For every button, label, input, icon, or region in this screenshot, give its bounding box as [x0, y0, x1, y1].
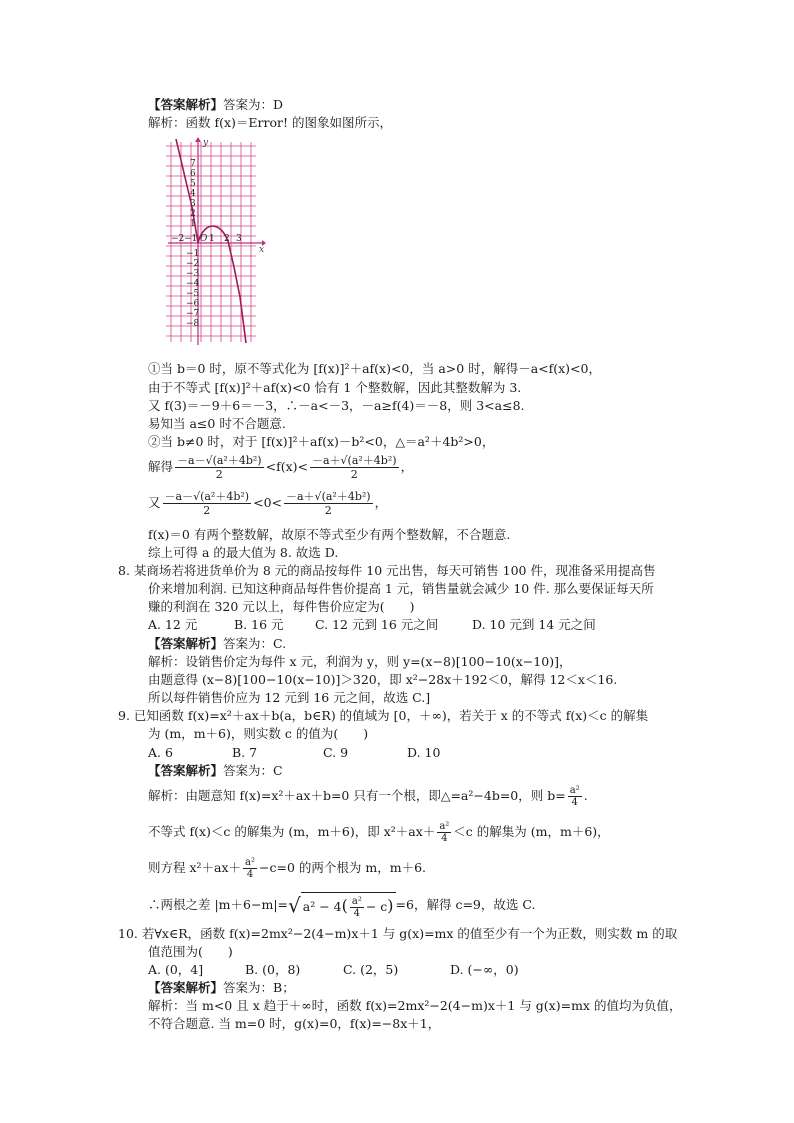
graph-svg — [166, 137, 266, 349]
text-fragment: ＜c 的解集为 (m，m＋6)， — [453, 824, 610, 839]
denominator: 4 — [571, 797, 578, 808]
text-fragment: −c=0 的两个根为 m，m＋6. — [259, 860, 427, 875]
solution-line: 不符合题意. 当 m=0 时，g(x)=0，f(x)=−8x＋1， — [148, 1016, 441, 1031]
answer-header: 【答案解析】 — [148, 763, 224, 778]
option-a: A. 6 — [148, 745, 173, 760]
fraction — [175, 454, 264, 481]
fraction — [350, 896, 364, 919]
radical-sign-icon: √ — [288, 893, 301, 918]
y-tick: −7 — [186, 309, 200, 319]
denominator: 4 — [246, 869, 254, 880]
option-b: B. 7 — [232, 745, 258, 760]
x-tick: 3 — [236, 234, 242, 244]
y-axis-label: y — [203, 138, 209, 148]
solution-line: 易知当 a≤0 时不合题意. — [148, 416, 286, 431]
numerator: －a－√(a²＋4b²) — [164, 490, 250, 503]
radicand — [301, 892, 396, 920]
x-tick: O — [200, 234, 208, 244]
denominator: 2 — [215, 468, 223, 481]
answer-header: 【答案解析】 — [148, 97, 224, 112]
answer-text: 答案为：C. — [223, 636, 287, 651]
text-fragment: ， — [374, 495, 388, 510]
question-9-text: 为 (m，m＋6)，则实数 c 的值为( ) — [148, 726, 369, 741]
text-fragment: . — [583, 788, 588, 803]
y-tick: 6 — [190, 169, 196, 179]
text-fragment: ∴两根之差 |m＋6−m|= — [148, 897, 289, 912]
y-tick: 7 — [190, 159, 196, 169]
x-tick: 2 — [224, 234, 230, 244]
y-tick: −3 — [186, 269, 200, 279]
denominator: 4 — [353, 907, 361, 919]
denominator: 2 — [324, 504, 332, 517]
option-a: A. 12 元 — [148, 617, 198, 632]
y-axis-arrow — [195, 137, 201, 142]
question-10-text: 10. 若∀x∈R，函数 f(x)=2mx²−2(4−m)x＋1 与 g(x)=mx 的值至少有一个为正数，则实数 m 的取 — [118, 926, 678, 941]
y-tick: −2 — [186, 259, 200, 269]
fraction — [243, 857, 257, 880]
solution-fraction-line — [148, 450, 413, 484]
paren-icon: ) — [387, 895, 394, 915]
y-tick: 2 — [190, 209, 196, 219]
text-fragment: − c — [365, 898, 388, 914]
fraction — [284, 490, 373, 517]
solution-line: ②当 b≠0 时，对于 [f(x)]²＋af(x)－b²<0，△＝a²＋4b²>0， — [148, 434, 495, 449]
option-c: C. (2，5) — [343, 962, 399, 977]
answer-text: 答案为：D — [223, 97, 284, 112]
solution-line: ①当 b＝0 时，原不等式化为 [f(x)]²＋af(x)<0，当 a>0 时，解得－a<f(x)<0， — [148, 361, 601, 376]
numerator: a² — [569, 785, 580, 796]
denominator: 4 — [441, 833, 448, 844]
x-tick: 1 — [209, 234, 215, 244]
option-c: C. 12 元到 16 元之间 — [315, 617, 439, 632]
answer-text: 答案为：B； — [223, 980, 295, 995]
answer-line — [148, 97, 283, 113]
answer-line — [148, 763, 283, 779]
solution-line: 又 f(3)＝－9＋6＝－3，∴－a<－3，－a≥f(4)＝－8，则 3<a≤8. — [148, 398, 525, 413]
option-b: B. 16 元 — [234, 617, 284, 632]
fraction — [163, 490, 252, 517]
text-fragment: 解析：由题意知 f(x)=x²＋ax＋b=0 只有一个根，即△=a²−4b=0，则 b= — [148, 788, 566, 803]
solution-line: 由题意得 (x−8)[100−10(x−10)]＞320，即 x²−28x＋192＜0，解得 12＜x＜16. — [148, 672, 618, 687]
solution-line: 综上可得 a 的最大值为 8. 故选 D. — [148, 545, 339, 560]
answer-line — [148, 980, 295, 996]
solution-intro: 解析：函数 f(x)＝Error! 的图象如图所示， — [148, 115, 392, 130]
y-tick: −4 — [186, 279, 200, 289]
numerator: －a＋√(a²＋4b²) — [311, 454, 397, 467]
text-fragment: <0< — [253, 495, 282, 510]
question-8-text: 赚的利润在 320 元以上，每件售价应定为( ) — [148, 599, 415, 614]
option-d: D. (−∞，0) — [450, 962, 519, 977]
text-fragment: 解得 — [148, 459, 174, 474]
fraction — [310, 454, 399, 481]
solution-line: 解析：当 m<0 且 x 趋于＋∞时，函数 f(x)=2mx²−2(4−m)x＋1 与 g(x)=mx 的值均为负值， — [148, 998, 682, 1013]
text-fragment: 不等式 f(x)＜c 的解集为 (m，m＋6)，即 x²＋ax＋ — [148, 824, 436, 839]
question-9-text: 9. 已知函数 f(x)=x²＋ax＋b(a，b∈R) 的值域为 [0，＋∞)，若关于 x 的不等式 f(x)＜c 的解集 — [118, 708, 649, 723]
option-b: B. (0，8) — [245, 962, 301, 977]
solution-radical-line — [148, 886, 535, 925]
option-a: A. (0，4] — [148, 962, 204, 977]
y-tick: −1 — [186, 249, 200, 259]
answer-header: 【答案解析】 — [148, 980, 224, 995]
x-axis-label: x — [259, 245, 265, 255]
question-8-text: 8. 某商场若将进货单价为 8 元的商品按每件 10 元出售，每天可销售 100 件，现准备采用提高售 — [118, 563, 656, 578]
solution-line: 所以每件销售价应为 12 元到 16 元之间，故选 C.] — [148, 690, 431, 705]
answer-line — [148, 636, 286, 652]
text-fragment: <f(x)< — [265, 459, 308, 474]
text-fragment: a² − 4 — [302, 898, 342, 914]
option-d: D. 10 — [407, 745, 441, 760]
text-fragment: =6，解得 c=9，故选 C. — [395, 897, 536, 912]
numerator: a² — [351, 895, 362, 907]
solution-fraction-line — [148, 778, 588, 814]
y-tick: 1 — [190, 219, 196, 229]
text-fragment: 则方程 x²＋ax＋ — [148, 860, 242, 875]
solution-fraction-line — [148, 814, 610, 850]
numerator: －a－√(a²＋4b²) — [177, 454, 262, 467]
answer-header: 【答案解析】 — [148, 636, 224, 651]
denominator: 2 — [203, 504, 211, 517]
y-tick: 4 — [190, 189, 196, 199]
y-tick: −8 — [186, 319, 200, 329]
numerator: －a＋√(a²＋4b²) — [286, 490, 371, 503]
y-tick: −5 — [186, 289, 200, 299]
solution-line: f(x)＝0 有两个整数解，故原不等式至少有两个整数解，不合题意. — [148, 527, 511, 542]
solution-fraction-line — [148, 850, 426, 886]
option-d: D. 10 元到 14 元之间 — [472, 617, 596, 632]
y-tick: 3 — [190, 199, 196, 209]
question-8-text: 价来增加利润. 已知这种商品每件售价提高 1 元，销售量就会减少 10 件. 那么要保证每天所 — [148, 581, 654, 596]
numerator: a² — [439, 821, 450, 832]
x-tick: −2 — [171, 234, 185, 244]
fraction — [437, 821, 451, 844]
text-fragment: ， — [400, 459, 414, 474]
solution-line: 解析：设销售价定为每件 x 元，利润为 y，则 y=(x−8)[100−10(x−10)]， — [148, 654, 572, 669]
paren-icon: ( — [341, 895, 348, 915]
x-tick: −1 — [184, 234, 198, 244]
question-10-text: 值范围为( ) — [148, 944, 233, 959]
solution-fraction-line — [148, 486, 387, 520]
fraction — [568, 785, 582, 808]
solution-line: 由于不等式 [f(x)]²＋af(x)<0 恰有 1 个整数解，因此其整数解为 3. — [148, 380, 522, 395]
radical-expression — [288, 886, 396, 925]
denominator: 2 — [350, 468, 358, 481]
answer-text: 答案为：C — [223, 763, 283, 778]
text-fragment: 又 — [148, 495, 161, 510]
function-graph — [166, 137, 266, 349]
option-c: C. 9 — [323, 745, 349, 760]
y-tick: 5 — [190, 179, 196, 189]
numerator: a² — [245, 857, 256, 868]
y-tick: −6 — [186, 299, 200, 309]
